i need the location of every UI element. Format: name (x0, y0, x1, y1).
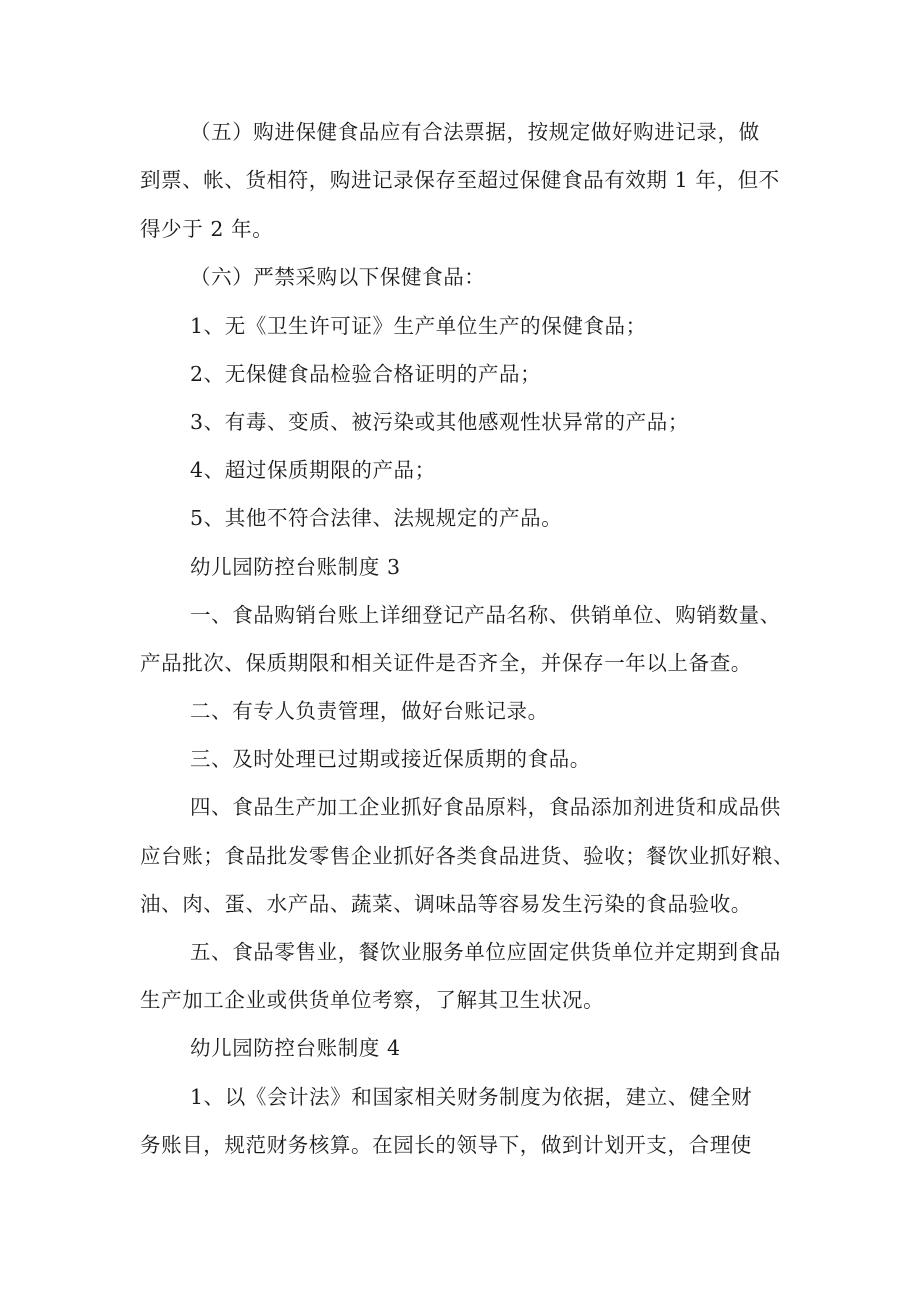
list-item: 4、超过保质期限的产品； (190, 458, 436, 482)
paragraph-line: 五、食品零售业，餐饮业服务单位应固定供货单位并定期到食品 (190, 940, 781, 964)
paragraph-line: 应台账；食品批发零售企业抓好各类食品进货、验收；餐饮业抓好粮、 (140, 844, 795, 868)
paragraph-line: 四、食品生产加工企业抓好食品原料，食品添加剂进货和成品供 (190, 795, 781, 819)
paragraph-line: 产品批次、保质期限和相关证件是否齐全，并保存一年以上备查。 (140, 651, 752, 675)
paragraph-line: 二、有专人负责管理，做好台账记录。 (190, 699, 549, 723)
paragraph-line: （六）严禁采购以下保健食品： (190, 265, 486, 289)
list-item: 5、其他不符合法律、法规规定的产品。 (190, 506, 563, 530)
paragraph-line: 三、及时处理已过期或接近保质期的食品。 (190, 747, 591, 771)
paragraph-line: 务账目，规范财务核算。在园长的领导下，做到计划开支，合理使 (140, 1133, 752, 1157)
paragraph-line: 得少于 2 年。 (140, 217, 274, 241)
paragraph-line: 1、以《会计法》和国家相关财务制度为依据，建立、健全财 (190, 1085, 753, 1109)
paragraph-line: 油、肉、蛋、水产品、蔬菜、调味品等容易发生污染的食品验收。 (140, 892, 752, 916)
list-item: 3、有毒、变质、被污染或其他感观性状异常的产品； (190, 410, 689, 434)
section-heading: 幼儿园防控台账制度 3 (190, 555, 401, 579)
paragraph-line: （五）购进保健食品应有合法票据，按规定做好购进记录，做 (190, 120, 760, 144)
list-item: 1、无《卫生许可证》生产单位生产的保健食品； (190, 314, 647, 338)
list-item: 2、无保健食品检验合格证明的产品； (190, 362, 542, 386)
paragraph-line: 到票、帐、货相符，购进记录保存至超过保健食品有效期 1 年，但不 (140, 168, 780, 192)
paragraph-line: 生产加工企业或供货单位考察，了解其卫生状况。 (140, 988, 605, 1012)
section-heading: 幼儿园防控台账制度 4 (190, 1036, 401, 1060)
paragraph-line: 一、食品购销台账上详细登记产品名称、供销单位、购销数量、 (190, 603, 781, 627)
